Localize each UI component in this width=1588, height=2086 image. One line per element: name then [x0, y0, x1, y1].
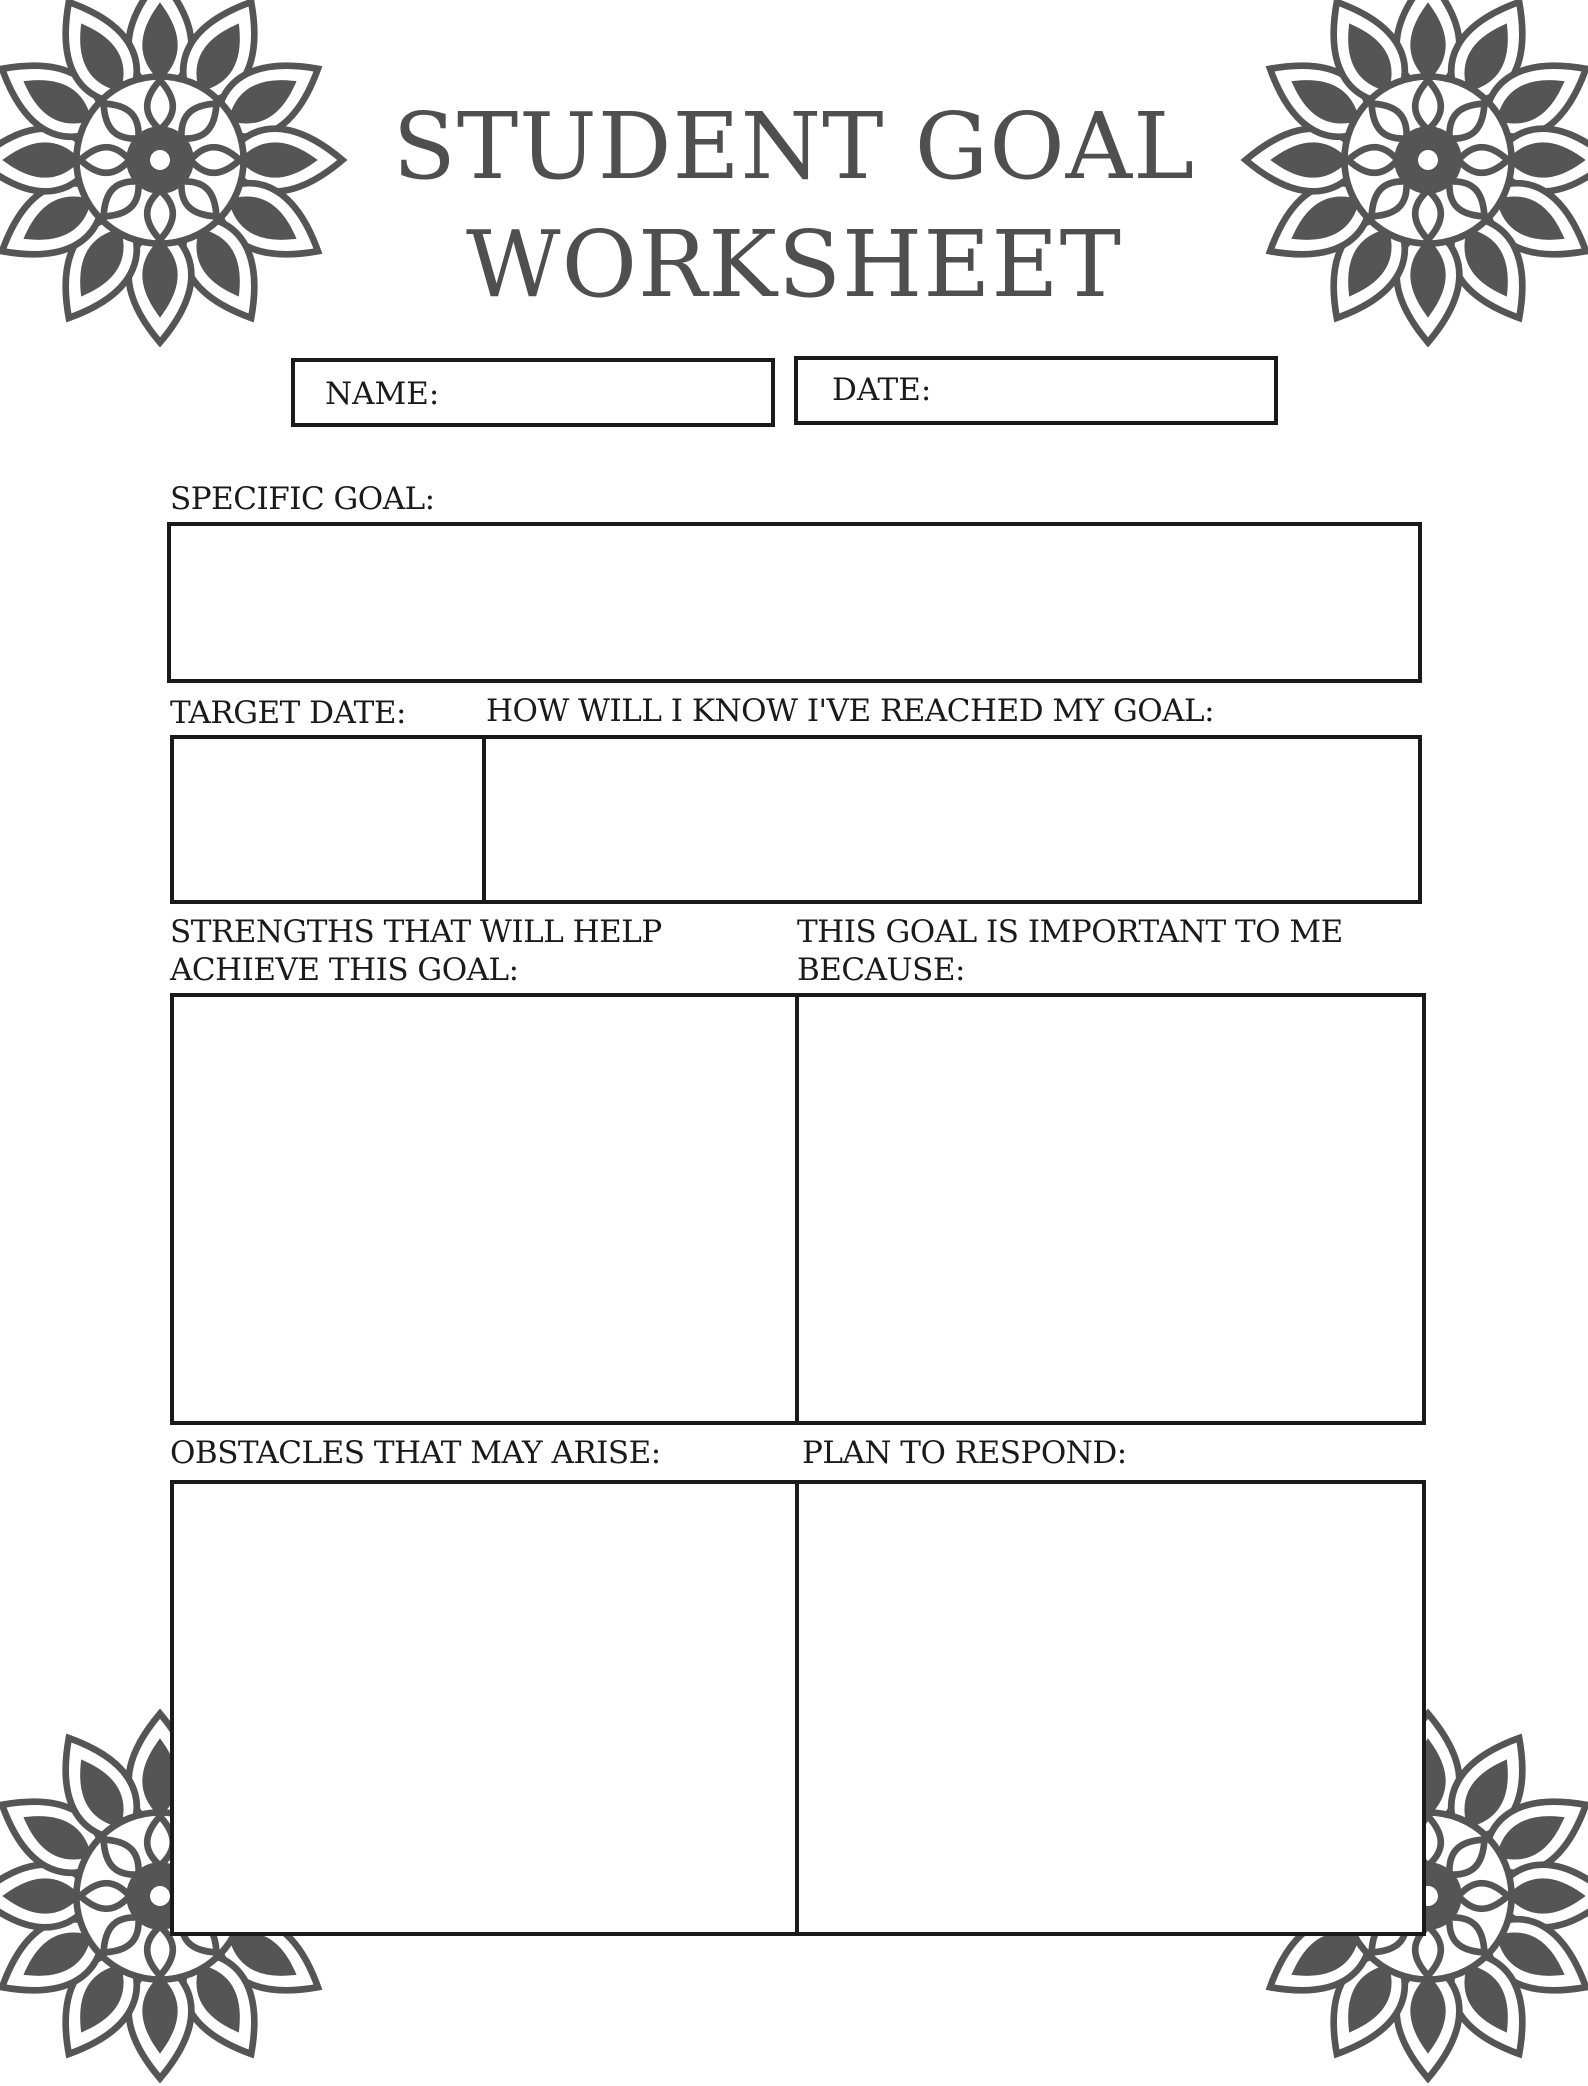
name-label: NAME: [325, 376, 440, 412]
title-line-1: STUDENT GOAL [392, 93, 1196, 200]
plan-label: PLAN TO RESPOND: [802, 1435, 1127, 1471]
worksheet-title [0, 88, 1588, 324]
date-field[interactable] [794, 356, 1278, 425]
specific-goal-label: SPECIFIC GOAL: [170, 481, 435, 517]
important-label-line-1: THIS GOAL IS IMPORTANT TO ME [797, 914, 1343, 950]
name-field[interactable] [291, 358, 775, 427]
obstacles-field[interactable] [174, 1484, 795, 1932]
obstacles-label: OBSTACLES THAT MAY ARISE: [170, 1435, 661, 1471]
strengths-field[interactable] [174, 997, 795, 1421]
important-label-line-2: BECAUSE: [797, 952, 965, 988]
date-label: DATE: [832, 372, 932, 408]
strengths-label-line-1: STRENGTHS THAT WILL HELP [170, 914, 662, 950]
important-field[interactable] [799, 997, 1422, 1421]
important-label [797, 913, 1343, 989]
strengths-label [170, 913, 662, 989]
how-will-i-know-label: HOW WILL I KNOW I'VE REACHED MY GOAL: [486, 693, 1215, 729]
specific-goal-field[interactable] [167, 522, 1422, 683]
how-will-i-know-field[interactable] [486, 739, 1418, 900]
target-date-label: TARGET DATE: [170, 695, 406, 731]
target-date-field[interactable] [174, 739, 482, 900]
title-line-2: WORKSHEET [466, 211, 1122, 318]
plan-field[interactable] [799, 1484, 1422, 1932]
strengths-label-line-2: ACHIEVE THIS GOAL: [170, 952, 519, 988]
